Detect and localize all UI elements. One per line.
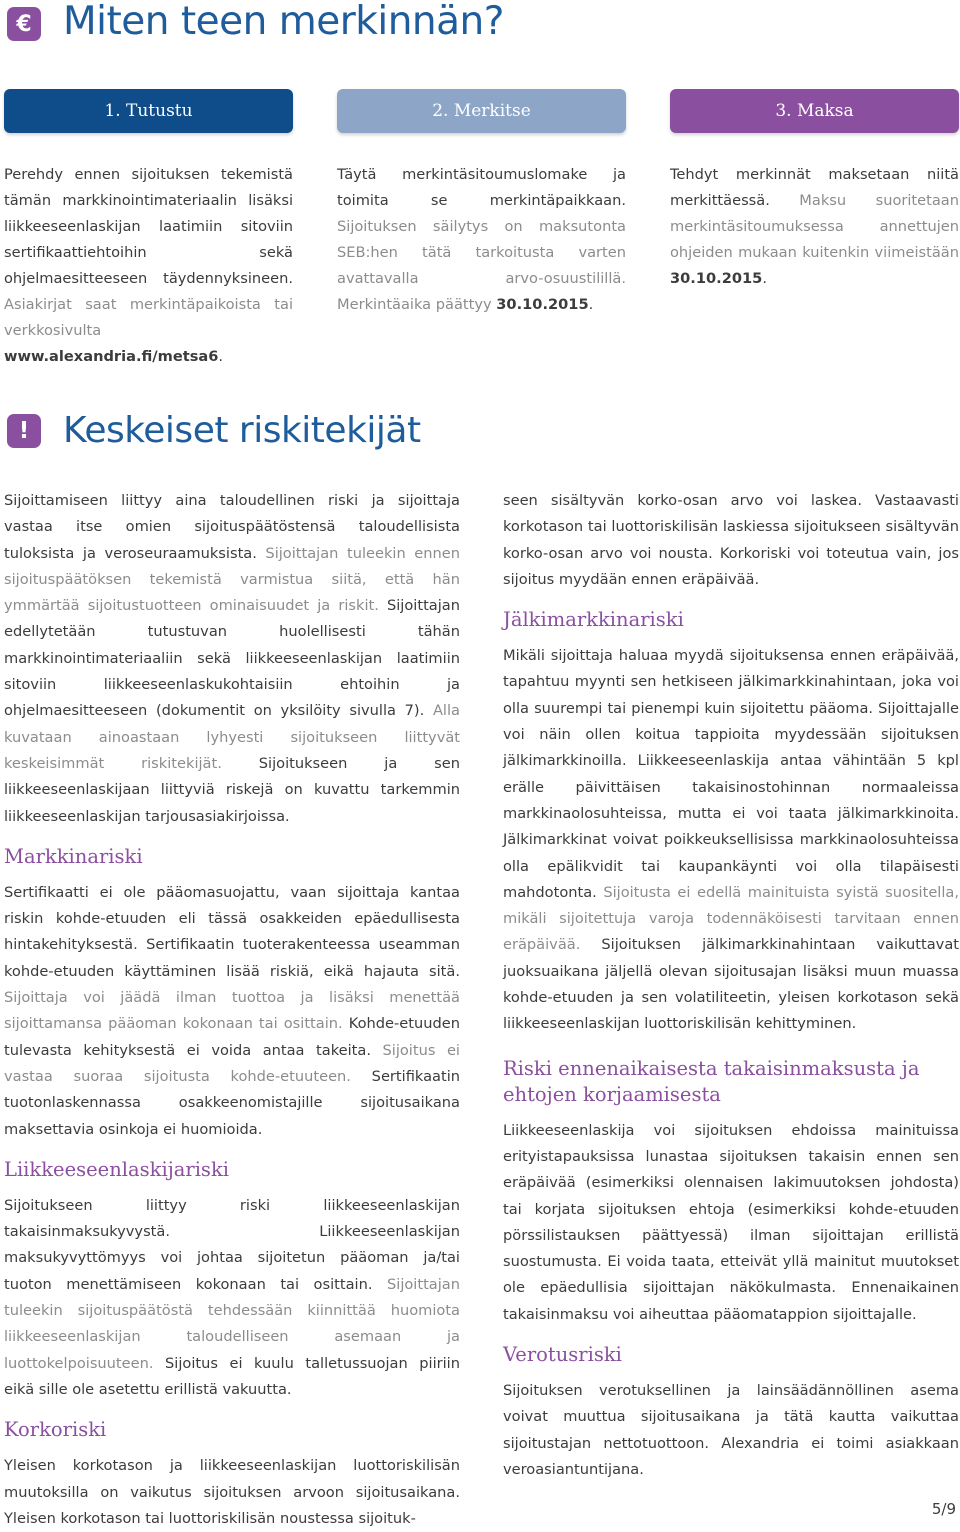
- page-number: 5/9: [931, 1500, 956, 1518]
- step-1-button[interactable]: 1. Tutustu: [4, 89, 293, 133]
- heading-markkinariski: Markkinariski: [4, 844, 143, 868]
- heading-liikkeeseenlaskijariski: Liikkeeseenlaskijariski: [4, 1157, 229, 1181]
- heading-jalkimarkkinariski: Jälkimarkkinariski: [503, 608, 684, 632]
- markkinariski-text: Sertifikaatti ei ole pääomasuojattu, vaan sijoittaja kantaa riskin kohde-etuuden eli tässä osakkeiden epäedullisesta hintakehityksestä. Sertifikaatin tuoterakenteessa useamman kohde-etuuden käyttäminen lisää riskiä, eikä hajauta sitä. Sijoittaja voi jäädä ilman tuottoa ja lisäksi menettää sijoittamansa pääoman kokonaan tai osittain. Kohde-etuuden tulevasta kehityksestä ei voida antaa takeita. Sijoitus ei vastaa suoraa sijoitusta kohde-etuuteen. Sertifikaatin tuotonlaskennassa osakkeenomistajille sijoitusaikana maksettavia osinkoja ei huomioida.: [4, 883, 460, 1138]
- left-column: [4, 488, 460, 1532]
- exclamation-icon: !: [7, 414, 41, 448]
- liikkeeseenlaskijariski-text: Sijoitukseen liittyy riski liikkeeseenlaskijan takaisinmaksukyvystä. Liikkeeseenlaskijan maksukyvyttömyys voi johtaa sijoitetun pääoman ja/tai tuoton menettämiseen kokonaan tai osittain. Sijoittajan tuleekin sijoituspäätöstä tehdessään kiinnittää huomiota liikkeeseenlaskijan taloudelliseen asemaan ja luottokelpoisuuteen. Sijoitus ei kuulu talletussuojan piiriin eikä sille ole asetettu erillistä vakuutta.: [4, 1196, 460, 1398]
- korkoriski-continued: seen sisältyvän korko-osan arvo voi laskea. Vastaavasti korkotason tai luottoriskilisän laskiessa sijoitukseen sisältyvän korko-osan arvo voi nousta. Korkoriski voi toteutua vain, jos sijoitus myydään ennen eräpäivää.: [503, 492, 959, 588]
- step-2-button[interactable]: 2. Merkitse: [337, 89, 626, 133]
- step-1-text: Perehdy ennen sijoituksen tekemistä tämän markkinointimateriaalin lisäksi liikkeeseenlaskijan laatimiin sitoviin sertifikaattiehtoihin sekä ohjelmaesitteeseen täydennyksineen. Asiakirjat saat merkintäpaikoista tai verkkosivulta www.alexandria.fi/metsa6.: [4, 166, 293, 365]
- euro-icon: €: [7, 7, 41, 41]
- heading-ennenaikainen-takaisinmaksu: Riski ennenaikaisesta takaisinmaksusta ja ehtojen korjaamisesta: [503, 1056, 920, 1106]
- ennenaikainen-takaisinmaksu-text: Liikkeeseenlaskija voi sijoituksen ehdoissa mainituissa erityistapauksissa lunastaa sijoituksen takaisin ennen sen eräpäivää (esimerkiksi olennaisen lakimuutoksen johdosta) tai korjata sijoituksen ehtoja (esimerkiksi kohde-etuuden pörssilistauksen päättyessä) ilman sijoittajan erillistä suostumusta. Ei voida taata, etteivät yllä mainitut muutokset ole epäedullisia sijoittajan näkökulmasta. Ennenaikainen takaisinmaksu voi aiheuttaa pääomatappion sijoittajalle.: [503, 1121, 959, 1323]
- risk-intro: Sijoittamiseen liittyy aina taloudellinen riski ja sijoittaja vastaa itse omien sijoituspäätöstensä taloudellisista tuloksista ja veroseuraamuksista. Sijoittajan tuleekin ennen sijoituspäätöksen tekemistä varmistua siitä, että hän ymmärtää sijoitustuotteen ominaisuudet ja riskit. Sijoittajan edellytetään tutustuvan huolellisesti tähän markkinointimateriaaliin sekä liikkeeseenlaskijan laatimiin sitoviin liikkeeseenlaskukohtaisiin ehtoihin ja ohjelmaesitteeseen (dokumentit on yksilöity sivulla 7). Alla kuvataan ainoastaan lyhyesti sijoitukseen liittyvät keskeisimmät riskitekijät. Sijoitukseen ja sen liikkeeseenlaskijaan liittyviä riskejä on kuvattu tarkemmin liikkeeseenlaskijan tarjousasiakirjoissa.: [4, 492, 460, 825]
- step-3-text: Tehdyt merkinnät maksetaan niitä merkittäessä. Maksu suoritetaan merkintäsitoumuksessa annettujen ohjeiden mukaan kuitenkin viimeistään 30.10.2015.: [670, 166, 959, 287]
- right-column: [503, 488, 959, 1483]
- heading-korkoriski: Korkoriski: [4, 1418, 107, 1442]
- step-2-text: Täytä merkintäsitoumuslomake ja toimita se merkintäpaikkaan. Sijoituksen säilytys on maksutonta SEB:hen tätä tarkoitusta varten avattavalla arvo-osuustilillä. Merkintäaika päättyy 30.10.2015.: [337, 166, 626, 313]
- risk-section-title: Keskeiset riskitekijät: [63, 410, 421, 451]
- website-link[interactable]: www.alexandria.fi/metsa6: [4, 348, 219, 365]
- step-3-button[interactable]: 3. Maksa: [670, 89, 959, 133]
- jalkimarkkinariski-text: Mikäli sijoittaja haluaa myydä sijoituksensa ennen eräpäivää, tapahtuu myynti sen hetkiseen jälkimarkkinahintaan, joka voi olla suurempi tai pienempi kuin sijoitettu pääoma. Sijoittajalle voi näin ollen koitua tappioita myydessään sijoituksen jälkimarkkinoilla. Liikkeeseenlaskija antaa vähintään 5 kpl erälle päivittäisen takaisinostohinnan normaaleissa markkinaolosuhteissa, mutta ei voi taata jälkimarkkinoita. Jälkimarkkinat voivat poikkeuksellisissa markkinaolosuhteissa olla epälikvidit tai kaupankäynti voi olla tilapäisesti mahdotonta. Sijoitusta ei edellä mainituista syistä suositella, mikäli sijoitettuja varoja todennäköisesti tarvitaan ennen eräpäivää. Sijoituksen jälkimarkkinahintaan vaikuttavat juoksuaikana jäljellä olevan sijoitusajan lisäksi muun muassa kohde-etuuden ja sen volatiliteetin, yleisen korkotason sekä liikkeeseenlaskijan luottoriskilisän kehittyminen.: [503, 647, 959, 1033]
- verotusriski-text: Sijoituksen verotuksellinen ja lainsäädännöllinen asema voivat muuttua sijoitusaikana ja tätä kautta vaikuttaa sijoitustajan nettotuottoon. Alexandria ei toimi asiakkaan veroasiantuntijana.: [503, 1382, 959, 1478]
- page-title: Miten teen merkinnän?: [63, 0, 504, 44]
- korkoriski-text: Yleisen korkotason ja liikkeeseenlaskijan luottoriskilisän muutoksilla on vaikutus sijoituksen arvoon sijoitusaikana. Yleisen korkotason tai luottoriskilisän noustessa sijoituk-: [4, 1457, 460, 1527]
- heading-verotusriski: Verotusriski: [503, 1343, 622, 1367]
